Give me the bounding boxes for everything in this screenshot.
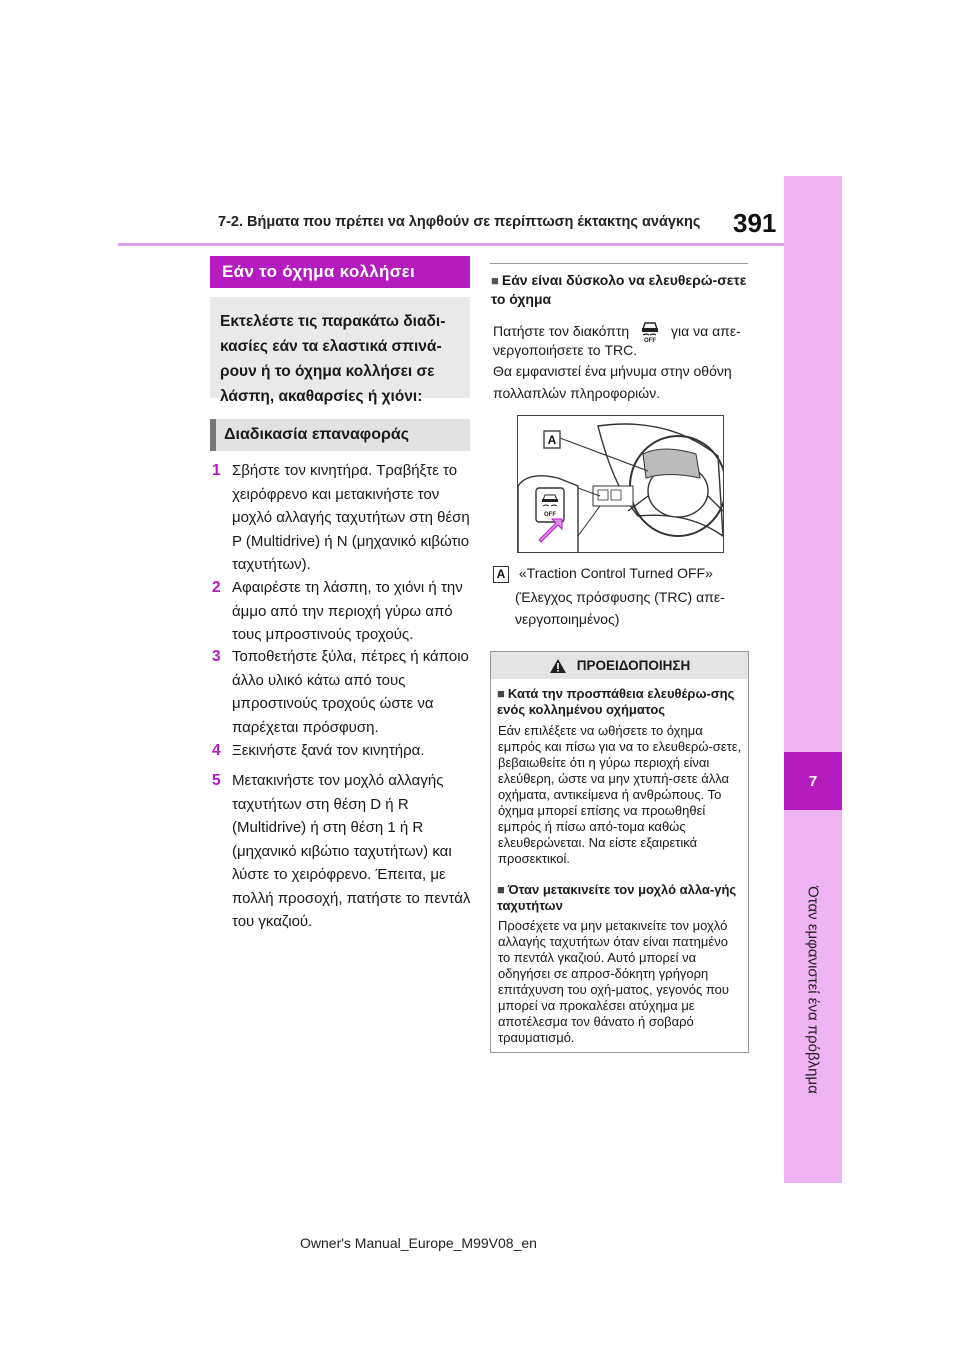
square-bullet-icon: ■ xyxy=(497,882,505,897)
instruction-paragraph: Πατήστε τον διακόπτη OFF για να απε- xyxy=(493,318,753,343)
warning-item-heading: ■ Όταν μετακινείτε τον μοχλό αλλα-γής ταχυτήτων xyxy=(497,882,737,913)
intro-box: Εκτελέστε τις παρακάτω διαδι-κασίες εάν τα ελαστικά σπινά-ρουν ή το όχημα κολλήσει σε λάσπη, ακαθαρσίες ή χιόνι: xyxy=(210,297,470,398)
step-item xyxy=(212,459,474,577)
running-header: 7-2. Βήματα που πρέπει να ληφθούν σε περίπτωση έκτακτης ανάγκης xyxy=(218,214,701,230)
figure-caption-translation: (Έλεγχος πρόσφυσης (TRC) απε- xyxy=(515,589,725,605)
callout-label-a: A xyxy=(493,566,509,583)
warning-item-heading: ■ Κατά την προσπάθεια ελευθέρω-σης ενός κολλημένου οχήματος xyxy=(497,686,735,717)
section-title: Εάν το όχημα κολλήσει xyxy=(210,256,470,288)
warning-triangle-icon xyxy=(549,658,567,674)
figure-caption: A «Traction Control Turned OFF» xyxy=(493,563,753,585)
chapter-number-badge: 7 xyxy=(784,752,842,810)
step-number: 1 xyxy=(212,462,221,479)
subsection-title: Διαδικασία επαναφοράς xyxy=(210,419,470,451)
step-number: 5 xyxy=(212,772,221,789)
svg-text:OFF: OFF xyxy=(644,338,657,342)
step-number: 3 xyxy=(212,648,221,665)
svg-text:OFF: OFF xyxy=(544,512,556,518)
step-text: Τοποθετήστε ξύλα, πέτρες ή κάποιο άλλο υλικό κάτω από τους μπροστινούς τροχούς ώστε να παρέχεται πρόσφυση. xyxy=(232,648,469,736)
dashboard-illustration xyxy=(517,415,724,553)
step-item xyxy=(212,576,474,647)
page-number: 391 xyxy=(733,208,777,238)
warning-item-body: Εάν επιλέξετε να ωθήσετε το όχημα εμπρός και πίσω για να το ελευθερώ-σετε, βεβαιωθείτε ότι η γύρω περιοχή είναι ελεύθερη, ώστε να μην χτυπή-σετε άλλα οχήματα, αντικείμενα ή ανθρώπους. Το όχημα μπορεί επίσης να προωθηθεί εμπρός ή πίσω από-τομα καθώς ελευθερώνεται. Να είστε εξαιρετικά προσεκτικοί. xyxy=(498,723,742,866)
header-divider xyxy=(118,243,785,246)
warning-box xyxy=(490,651,749,1053)
vsc-off-switch-icon xyxy=(637,318,663,342)
footer-manual-id: Owner's Manual_Europe_M99V08_en xyxy=(300,1235,537,1251)
step-item xyxy=(212,739,474,763)
step-item xyxy=(212,769,474,934)
step-text: Ξεκινήστε ξανά τον κινητήρα. xyxy=(232,742,425,759)
step-text: Μετακινήστε τον μοχλό αλλαγής ταχυτήτων στη θέση D ή R (Multidrive) ή στη θέση 1 ή R (μηχανικό κιβώτιο ταχυτήτων) και λύστε το χειρόφρενο. Έπειτα, με πολλή προσοχή, πατήστε το πεντάλ του γκαζιού. xyxy=(232,772,471,930)
instruction-paragraph-cont: νεργοποιήσετε το TRC. xyxy=(493,342,638,358)
warning-header: ΠΡΟΕΙΔΟΠΟΙΗΣΗ xyxy=(491,652,748,679)
step-item xyxy=(212,645,474,739)
step-number: 4 xyxy=(212,742,221,759)
info-paragraph: Θα εμφανιστεί ένα μήνυμα στην οθόνη πολλαπλών πληροφοριών. xyxy=(493,363,732,401)
square-bullet-icon: ■ xyxy=(491,273,499,288)
step-text: Αφαιρέστε τη λάσπη, το χιόνι ή την άμμο από την περιοχή γύρω από τους μπροστινούς τροχούς. xyxy=(232,579,463,643)
step-number: 2 xyxy=(212,579,221,596)
subheading-stuck-vehicle: ■ Εάν είναι δύσκολο να ελευθερώ-σετε το όχημα xyxy=(491,272,747,307)
chapter-title-vertical: Όταν εμφανιστεί ένα πρόβλημα xyxy=(804,886,822,1094)
figure-caption-translation-cont: νεργοποιημένος) xyxy=(515,611,620,627)
square-bullet-icon: ■ xyxy=(497,686,505,701)
step-text: Σβήστε τον κινητήρα. Τραβήξτε το χειρόφρενο και μετακινήστε τον μοχλό αλλαγής ταχυτήτων στη θέση P (Multidrive) ή N (μηχανικό κιβώτιο ταχυτήτων). xyxy=(232,462,470,573)
subheading-divider xyxy=(490,263,748,264)
svg-text:A: A xyxy=(547,433,557,447)
warning-item-body: Προσέχετε να μην μετακινείτε τον μοχλό αλλαγής ταχυτήτων όταν είναι πατημένο το πεντάλ γκαζιού. Αυτό μπορεί να οδηγήσει σε απροσ-δόκητη γρήγορη επιτάχυνση του οχή-ματος, γεγονός που μπορεί να προκαλέσει ατύχημα με αποτέλεσμα τον θάνατο ή σοβαρό τραυματισμό. xyxy=(498,918,730,1045)
